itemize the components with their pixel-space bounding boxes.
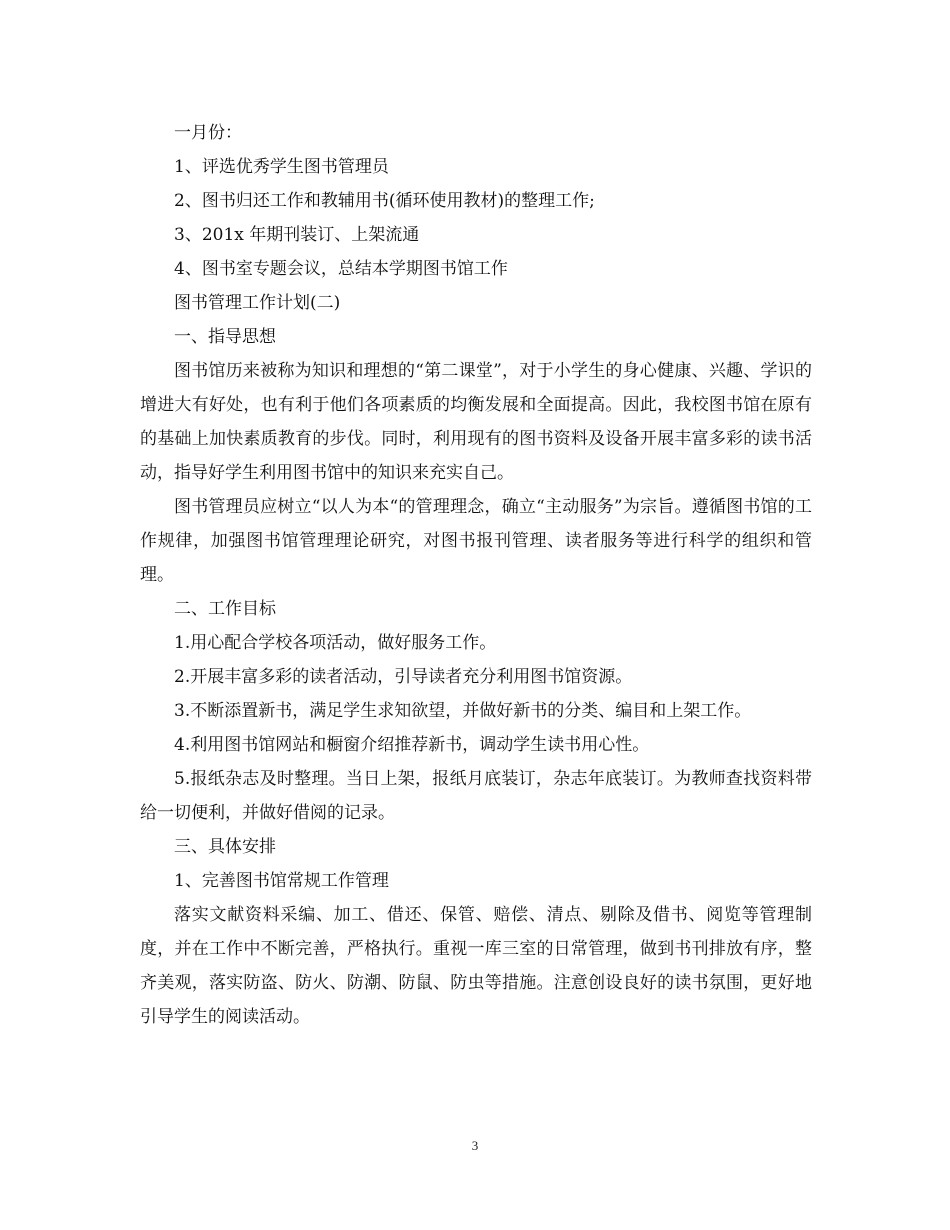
list-item: 1、评选优秀学生图书管理员 — [174, 157, 389, 177]
page-number: 3 — [471, 1138, 479, 1153]
list-item: 4、图书室专题会议，总结本学期图书馆工作 — [174, 259, 508, 279]
month-heading: 一月份： — [174, 123, 242, 143]
body-paragraph: 图书馆历来被称为知识和理想的“第二课堂”，对于小学生的身心健康、兴趣、学识的增进大有好处，也有利于他们各项素质的均衡发展和全面提高。因此，我校图书馆在原有的基础上加快素质教育的步伐。同时，利用现有的图书资料及设备开展丰富多彩的读书活动，指导好学生利用图书馆中的知识来充实自己。 — [140, 361, 812, 483]
section-title: 图书管理工作计划(二) — [174, 293, 341, 313]
list-item: 3.不断添置新书，满足学生求知欲望，并做好新书的分类、编目和上架工作。 — [174, 701, 752, 721]
list-item: 5.报纸杂志及时整理。当日上架，报纸月底装订，杂志年底装订。为教师查找资料带给一切便利，并做好借阅的记录。 — [140, 769, 812, 823]
list-item: 3、201x 年期刊装订、上架流通 — [174, 225, 420, 245]
subsection-heading: 1、完善图书馆常规工作管理 — [174, 871, 389, 891]
list-item: 4.利用图书馆网站和橱窗介绍推荐新书，调动学生读书用心性。 — [174, 735, 650, 755]
section-heading: 二、工作目标 — [174, 599, 276, 619]
body-paragraph: 图书管理员应树立“以人为本“的管理理念，确立“主动服务”为宗旨。遵循图书馆的工作规律，加强图书馆管理理论研究，对图书报刊管理、读者服务等进行科学的组织和管理。 — [140, 497, 812, 585]
body-paragraph: 落实文献资料采编、加工、借还、保管、赔偿、清点、剔除及借书、阅览等管理制度，并在工作中不断完善，严格执行。重视一库三室的日常管理，做到书刊排放有序，整齐美观，落实防盗、防火、防潮、防鼠、防虫等措施。注意创设良好的读书氛围，更好地引导学生的阅读活动。 — [140, 905, 812, 1027]
section-heading: 三、具体安排 — [174, 837, 276, 857]
list-item: 2、图书归还工作和教辅用书(循环使用教材)的整理工作; — [174, 191, 595, 211]
list-item: 2.开展丰富多彩的读者活动，引导读者充分利用图书馆资源。 — [174, 667, 633, 687]
document-body — [140, 116, 812, 1034]
list-item: 1.用心配合学校各项活动，做好服务工作。 — [174, 633, 497, 653]
section-heading: 一、指导思想 — [174, 327, 276, 347]
